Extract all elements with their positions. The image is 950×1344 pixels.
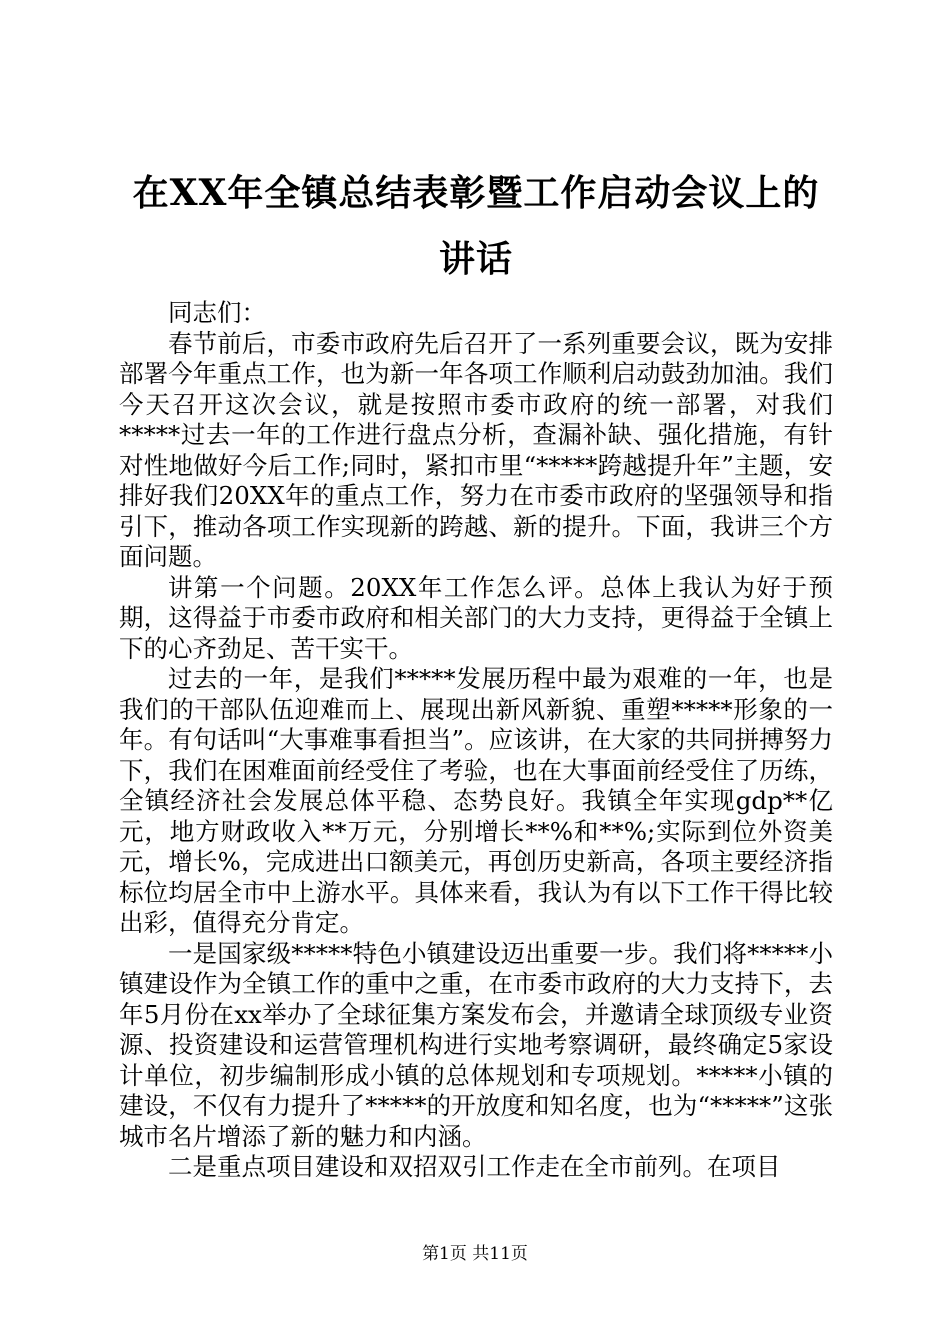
document-title: 在XX年全镇总结表彰暨工作启动会议上的讲话 [132, 172, 820, 280]
paragraph: 讲第一个问题。20XX年工作怎么评。总体上我认为好于预期，这得益于市委市政府和相关部门的大力支持，更得益于全镇上下的心齐劲足、苦干实干。 [119, 572, 833, 663]
paragraph: 二是重点项目建设和双招双引工作走在全市前列。在项目 [168, 1152, 781, 1181]
document-body [119, 298, 833, 1183]
paragraph: 春节前后，市委市政府先后召开了一系列重要会议，既为安排部署今年重点工作，也为新一年各项工作顺利启动鼓劲加油。我们今天召开这次会议，就是按照市委市政府的统一部署，对我们*****过去一年的工作进行盘点分析，查漏补缺、强化措施，有针对性地做好今后工作;同时，紧扣市里“*****跨越提升年”主题，安排好我们20XX年的重点工作，努力在市委市政府的坚强领导和指引下，推动各项工作实现新的跨越、新的提升。下面，我讲三个方面问题。 [119, 328, 833, 571]
paragraph: 一是国家级*****特色小镇建设迈出重要一步。我们将*****小镇建设作为全镇工作的重中之重，在市委市政府的大力支持下，去年5月份在xx举办了全球征集方案发布会，并邀请全球顶级专业资源、投资建设和运营管理机构进行实地考察调研，最终确定5家设计单位，初步编制形成小镇的总体规划和专项规划。*****小镇的建设，不仅有力提升了*****的开放度和知名度，也为“*****”这张城市名片增添了新的魅力和内涵。 [119, 938, 833, 1151]
paragraph: 同志们： [168, 298, 266, 327]
page-footer: 第1页 共11页 [422, 1244, 528, 1264]
paragraph: 过去的一年，是我们*****发展历程中最为艰难的一年，也是我们的干部队伍迎难而上、展现出新风新貌、重塑*****形象的一年。有句话叫“大事难事看担当”。应该讲，在大家的共同拼搏努力下，我们在困难面前经受住了考验，也在大事面前经受住了历练，全镇经济社会发展总体平稳、态势良好。我镇全年实现gdp**亿元，地方财政收入**万元，分别增长**%和**%;实际到位外资美元，增长%，完成进出口额美元，再创历史新高，各项主要经济指标位均居全市中上游水平。具体来看，我认为有以下工作干得比较出彩，值得充分肯定。 [119, 664, 833, 937]
